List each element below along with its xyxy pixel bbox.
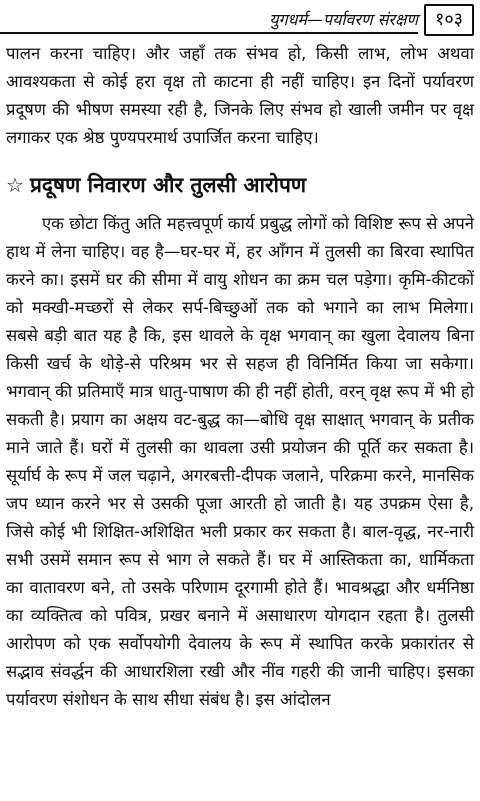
section-heading-text: प्रदूषण निवारण और तुलसी आरोपण	[29, 173, 307, 197]
section-paragraph: एक छोटा किंतु अति महत्त्वपूर्ण कार्य प्रबुद्ध लोगों को विशिष्ट रूप से अपने हाथ में लेना चाहिए। वह है—घर-घर में, हर आँगन में तुलसी का बिरवा स्थापित करने का। इसमें घर की सीमा में वायु शोधन का क्रम चल पड़ेगा। कृमि-कीटकों को मक्खी-मच्छरों से लेकर सर्प-बिच्छुओं तक को भगाने का लाभ मिलेगा। सबसे बड़ी बात यह है कि, इस थावले के वृक्ष भगवान् का खुला देवालय बिना किसी खर्च के थोड़े-से परिश्रम भर से सहज ही विनिर्मित किया जा सकेगा। भगवान् की प्रतिमाएँ मात्र धातु-पाषाण की ही नहीं होती, वरन् वृक्ष रूप में भी हो सकती है। प्रयाग का अक्षय वट-बुद्ध का—बोधि वृक्ष साक्षात् भगवान् के प्रतीक माने जाते हैं। घरों में तुलसी का थावला उसी प्रयोजन की पूर्ति कर सकता है। सूर्यार्घ के रूप में जल चढ़ाने, अगरबत्ती-दीपक जलाने, परिक्रमा करने, मानसिक जप ध्यान करने भर से उसकी पूजा आरती हो जाती है। यह उपक्रम ऐसा है, जिसे कोई भी शिक्षित-अशिक्षित भली प्रकार कर सकता है। बाल-वृद्ध, नर-नारी सभी उसमें समान रूप से भाग ले सकते हैं। घर में आस्तिकता का, धार्मिकता का वातावरण बने, तो उसके परिणाम दूरगामी होते हैं। भावश्रद्धा और धर्मनिष्ठा का व्यक्तित्व को पवित्र, प्रखर बनाने में असाधारण योगदान रहता है। तुलसी आरोपण को एक सर्वोपयोगी देवालय के रूप में स्थापित करके प्रकारांतर से सद्भाव संवर्द्धन की आधारशिला रखी और नींव गहरी की जानी चाहिए। इसका पर्यावरण संशोधन के साथ सीधा संबंध है। इस आंदोलन	[6, 214, 474, 709]
intro-paragraph: पालन करना चाहिए। और जहाँ तक संभव हो, किसी लाभ, लोभ अथवा आवश्यकता से कोई हरा वृक्ष तो काटना ही नहीं चाहिए। इन दिनों पर्यावरण प्रदूषण की भीषण समस्या रही है, जिनके लिए संभव हो खाली जमीन पर वृक्ष लगाकर एक श्रेष्ठ पुण्यपरमार्थ उपार्जित करना चाहिए।	[6, 44, 474, 147]
page-number: १०३	[424, 4, 474, 36]
page-header	[0, 0, 480, 40]
section-heading	[6, 170, 474, 200]
running-title: युगधर्म—पर्यावरण संरक्षण	[269, 10, 418, 29]
page-body	[6, 40, 474, 714]
star-outline-icon: ☆	[6, 173, 24, 197]
header-rule	[0, 32, 418, 34]
